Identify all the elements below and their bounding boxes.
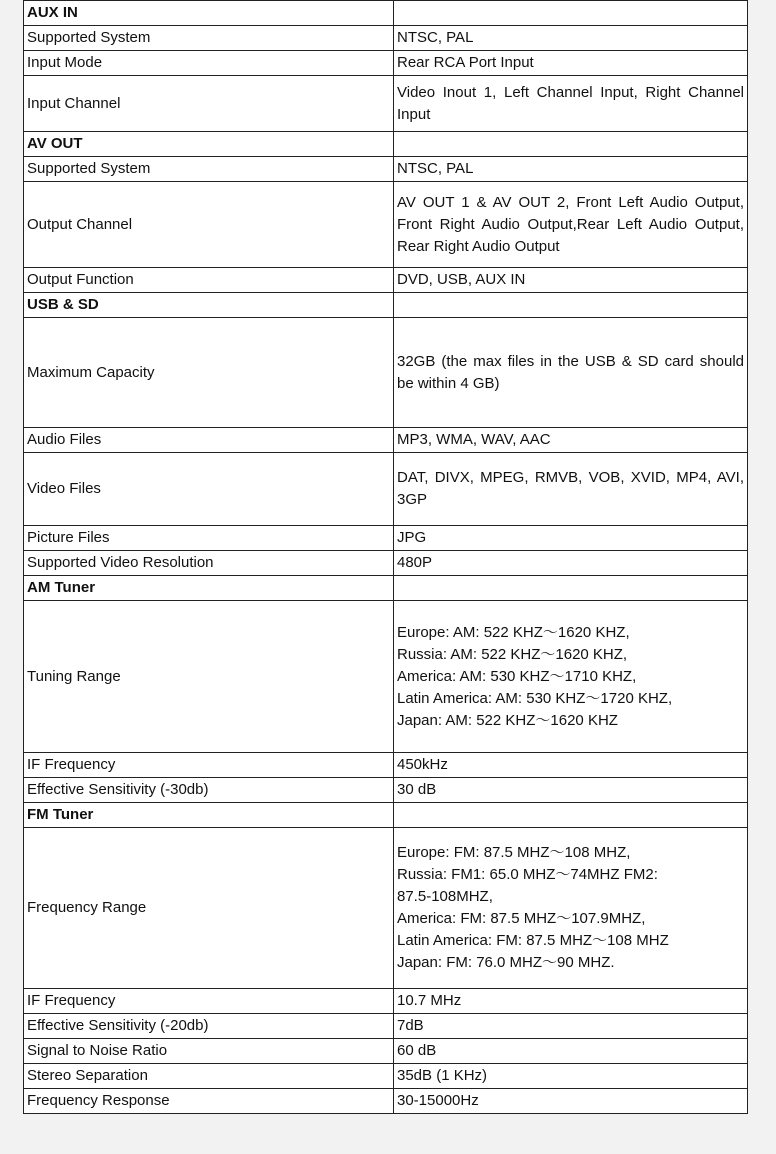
row-key: Video Files	[24, 453, 394, 526]
table-row	[24, 428, 748, 453]
row-key: Tuning Range	[24, 601, 394, 753]
row-key: Frequency Range	[24, 828, 394, 989]
range-line: Europe: AM: 522 KHZ～1620 KHZ,	[397, 623, 630, 641]
row-value: JPG	[394, 526, 748, 551]
row-key: Effective Sensitivity (-20db)	[24, 1014, 394, 1039]
table-row	[24, 1014, 748, 1039]
table-row	[24, 551, 748, 576]
range-line: Russia: AM: 522 KHZ～1620 KHZ,	[397, 645, 628, 663]
row-key: Frequency Response	[24, 1089, 394, 1114]
row-key: Audio Files	[24, 428, 394, 453]
table-row	[24, 778, 748, 803]
section-empty-cell	[394, 1, 748, 26]
row-value: 7dB	[394, 1014, 748, 1039]
table-row	[24, 1039, 748, 1064]
row-key: Supported System	[24, 157, 394, 182]
row-value: DVD, USB, AUX IN	[394, 268, 748, 293]
range-line: Europe: FM: 87.5 MHZ～108 MHZ,	[397, 844, 631, 861]
section-label: AUX IN	[24, 1, 394, 26]
table-row	[24, 76, 748, 132]
row-value: 10.7 MHz	[394, 989, 748, 1014]
table-row	[24, 1064, 748, 1089]
table-row	[24, 526, 748, 551]
section-empty-cell	[394, 803, 748, 828]
row-key: Input Mode	[24, 51, 394, 76]
section-label: AV OUT	[24, 132, 394, 157]
row-value: 480P	[394, 551, 748, 576]
table-row	[24, 157, 748, 182]
row-value: Rear RCA Port Input	[394, 51, 748, 76]
row-value: NTSC, PAL	[394, 157, 748, 182]
table-row	[24, 753, 748, 778]
table-row	[24, 318, 748, 428]
row-key: Output Channel	[24, 182, 394, 268]
row-value: 60 dB	[394, 1039, 748, 1064]
spec-table	[23, 0, 748, 1114]
range-line: 87.5-108MHZ,	[397, 888, 493, 905]
table-row	[24, 1089, 748, 1114]
row-value: 30-15000Hz	[394, 1089, 748, 1114]
row-value: NTSC, PAL	[394, 26, 748, 51]
table-row	[24, 989, 748, 1014]
section-row	[24, 576, 748, 601]
range-line: America: AM: 530 KHZ～1710 KHZ,	[397, 667, 637, 685]
table-row	[24, 601, 748, 753]
row-key: Supported Video Resolution	[24, 551, 394, 576]
row-key: Output Function	[24, 268, 394, 293]
row-key: IF Frequency	[24, 753, 394, 778]
row-key: Input Channel	[24, 76, 394, 132]
row-value: DAT, DIVX, MPEG, RMVB, VOB, XVID, MP4, AVI, 3GP	[394, 453, 748, 526]
row-key: Signal to Noise Ratio	[24, 1039, 394, 1064]
row-key: Stereo Separation	[24, 1064, 394, 1089]
table-row	[24, 828, 748, 989]
range-line: Japan: AM: 522 KHZ～1620 KHZ	[397, 711, 618, 729]
section-empty-cell	[394, 576, 748, 601]
section-label: FM Tuner	[24, 803, 394, 828]
row-value	[394, 601, 748, 753]
section-row	[24, 293, 748, 318]
section-label: AM Tuner	[24, 576, 394, 601]
range-line: Latin America: FM: 87.5 MHZ～108 MHZ	[397, 932, 669, 949]
section-empty-cell	[394, 132, 748, 157]
table-row	[24, 51, 748, 76]
row-value: AV OUT 1 & AV OUT 2, Front Left Audio Output, Front Right Audio Output,Rear Left Audio Output, Rear Right Audio Output	[394, 182, 748, 268]
range-line: Latin America: AM: 530 KHZ～1720 KHZ,	[397, 689, 673, 707]
row-value: Video Inout 1, Left Channel Input, Right Channel Input	[394, 76, 748, 132]
row-key: Effective Sensitivity (-30db)	[24, 778, 394, 803]
row-value: 450kHz	[394, 753, 748, 778]
section-empty-cell	[394, 293, 748, 318]
table-row	[24, 26, 748, 51]
row-key: Picture Files	[24, 526, 394, 551]
section-row	[24, 1, 748, 26]
row-value: 32GB (the max files in the USB & SD card should be within 4 GB)	[394, 318, 748, 428]
range-line: Russia: FM1: 65.0 MHZ～74MHZ FM2:	[397, 866, 658, 883]
row-value: 35dB (1 KHz)	[394, 1064, 748, 1089]
section-label: USB & SD	[24, 293, 394, 318]
row-key: Supported System	[24, 26, 394, 51]
row-key: IF Frequency	[24, 989, 394, 1014]
range-line: America: FM: 87.5 MHZ～107.9MHZ,	[397, 910, 646, 927]
row-value	[394, 828, 748, 989]
section-row	[24, 803, 748, 828]
row-key: Maximum Capacity	[24, 318, 394, 428]
table-row	[24, 268, 748, 293]
range-line: Japan: FM: 76.0 MHZ～90 MHZ.	[397, 954, 615, 971]
row-value: 30 dB	[394, 778, 748, 803]
section-row	[24, 132, 748, 157]
table-row	[24, 453, 748, 526]
row-value: MP3, WMA, WAV, AAC	[394, 428, 748, 453]
table-row	[24, 182, 748, 268]
